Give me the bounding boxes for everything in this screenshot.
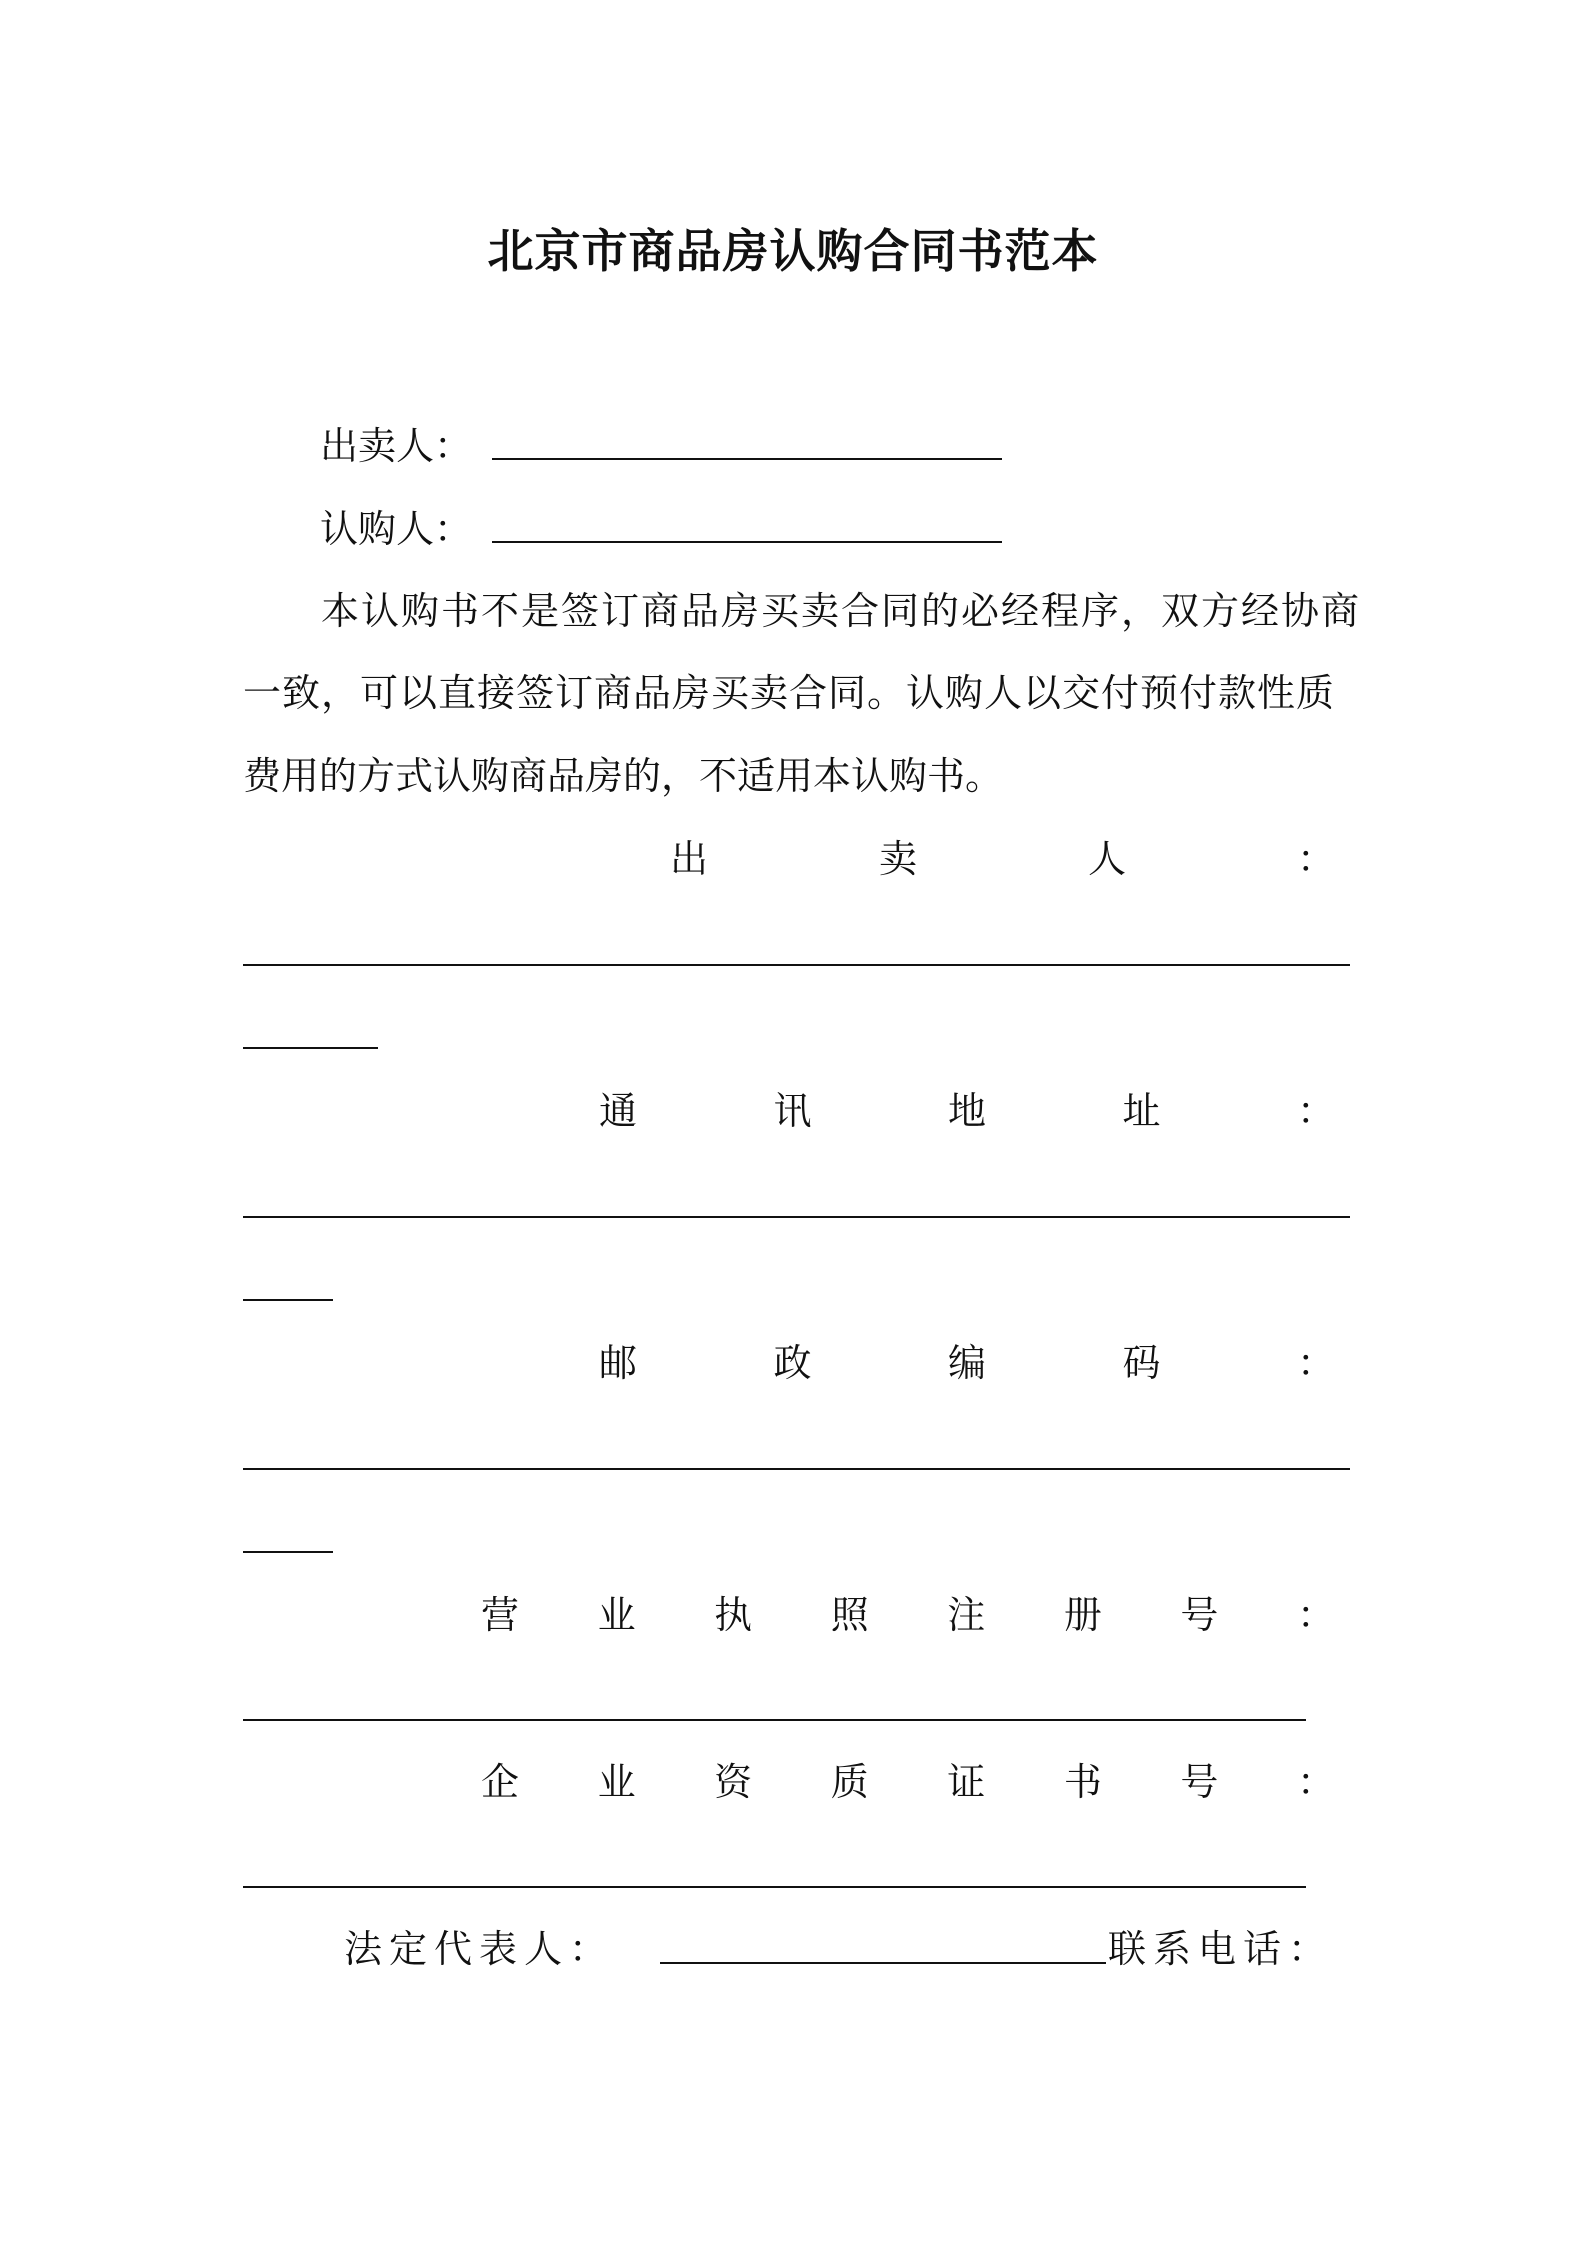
- label-char: 证: [947, 1760, 986, 1804]
- postcode-field-label: [599, 1332, 1335, 1387]
- label-char: ：: [1296, 837, 1335, 881]
- label-char: 执: [714, 1593, 753, 1637]
- buyer-blank[interactable]: [492, 521, 1002, 543]
- label-char: 卖: [878, 837, 917, 881]
- seller-blank[interactable]: [492, 438, 1002, 460]
- label-char: 书: [1063, 1760, 1102, 1804]
- label-char: 号: [1180, 1760, 1219, 1804]
- label-char: 业: [597, 1593, 636, 1637]
- label-char: 资: [714, 1760, 753, 1804]
- qualification-cert-field-blank[interactable]: [243, 1886, 1306, 1888]
- seller-field-blank[interactable]: [243, 964, 1350, 966]
- label-char: 号: [1180, 1593, 1219, 1637]
- label-char: 码: [1122, 1341, 1161, 1385]
- label-char: 册: [1063, 1593, 1102, 1637]
- label-char: 照: [830, 1593, 869, 1637]
- label-char: 通: [599, 1089, 638, 1133]
- seller-line: [320, 415, 1002, 470]
- business-license-field-blank[interactable]: [243, 1719, 1306, 1721]
- postcode-field-blank[interactable]: [243, 1468, 1350, 1470]
- seller-field-label: [670, 828, 1335, 883]
- label-char: ：: [1296, 1089, 1335, 1133]
- seller-field-blank-cont[interactable]: [243, 1047, 378, 1049]
- label-char: 业: [597, 1760, 636, 1804]
- seller-label: 出卖人：: [320, 424, 473, 468]
- label-char: 政: [773, 1341, 812, 1385]
- buyer-label: 认购人：: [320, 507, 473, 551]
- label-char: ：: [1296, 1593, 1335, 1637]
- label-char: 讯: [773, 1089, 812, 1133]
- label-char: 营: [481, 1593, 520, 1637]
- label-char: ：: [1296, 1341, 1335, 1385]
- label-char: 企: [481, 1760, 520, 1804]
- legal-rep-label: 法定代表人：: [344, 1927, 615, 1971]
- intro-line-2: 一致，可以直接签订商品房买卖合同。认购人以交付预付款性质: [243, 671, 1336, 715]
- address-field-blank-cont[interactable]: [243, 1299, 333, 1301]
- label-char: 编: [947, 1341, 986, 1385]
- label-char: 质: [830, 1760, 869, 1804]
- legal-rep-blank[interactable]: [660, 1962, 1106, 1964]
- address-field-blank[interactable]: [243, 1216, 1350, 1218]
- label-char: ：: [1296, 1760, 1335, 1804]
- label-char: 邮: [599, 1341, 638, 1385]
- label-char: 地: [947, 1089, 986, 1133]
- phone-label: 联系电话：: [1108, 1927, 1334, 1971]
- intro-line-1: 本认购书不是签订商品房买卖合同的必经程序，双方经协商: [321, 589, 1362, 633]
- label-char: 人: [1087, 837, 1126, 881]
- buyer-line: [320, 498, 1002, 553]
- postcode-field-blank-cont[interactable]: [243, 1551, 333, 1553]
- document-title: 北京市商品房认购合同书范本: [487, 224, 1099, 278]
- address-field-label: [599, 1080, 1335, 1135]
- legal-rep-row: [344, 1918, 1344, 1974]
- qualification-cert-field-label: [481, 1751, 1335, 1806]
- business-license-field-label: [481, 1584, 1335, 1639]
- intro-line-3: 费用的方式认购商品房的，不适用本认购书。: [243, 754, 1004, 798]
- label-char: 址: [1122, 1089, 1161, 1133]
- label-char: 出: [670, 837, 709, 881]
- label-char: 注: [947, 1593, 986, 1637]
